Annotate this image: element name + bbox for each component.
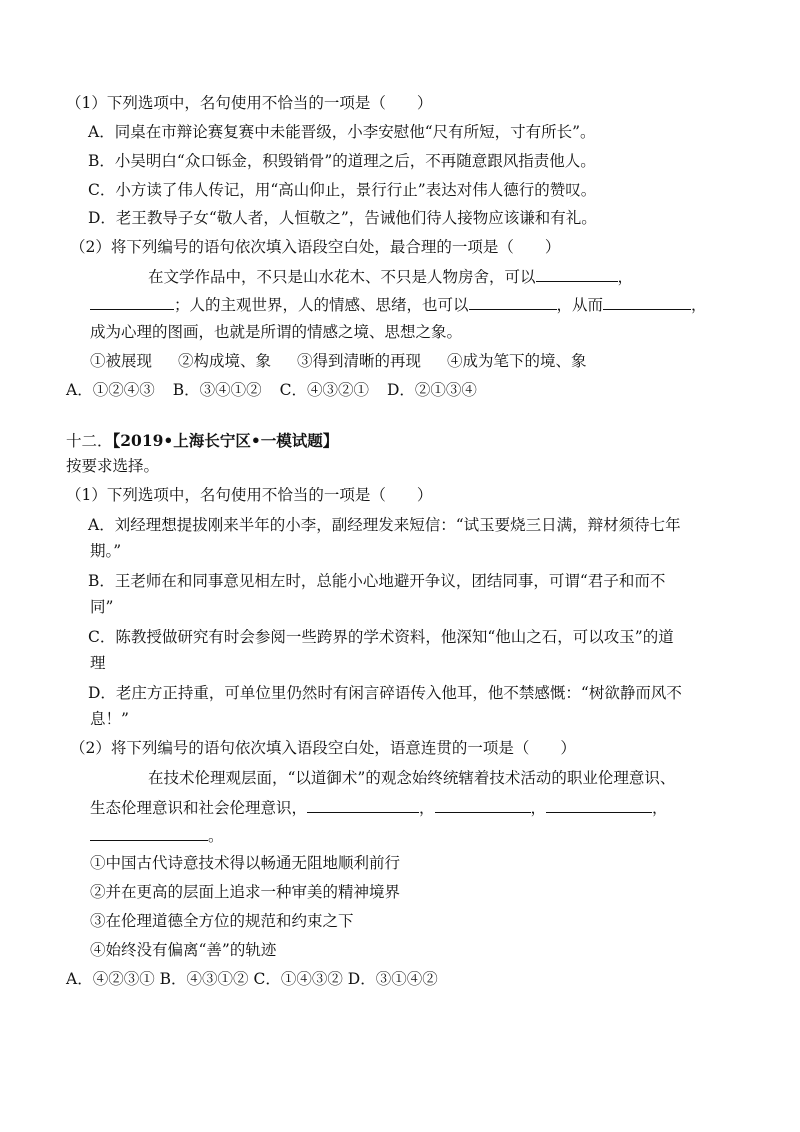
q1-part1-option-a: A．同桌在市辩论赛复赛中未能晋级，小李安慰他“尺有所短，寸有所长”。	[88, 123, 596, 141]
punctuation: ，	[419, 799, 435, 817]
q1-passage-line-3: 成为心理的图画，也就是所谓的情感之境、思想之象。	[90, 323, 463, 341]
punctuation: ，	[652, 799, 668, 817]
item-2: ②构成境、象	[178, 352, 272, 370]
q1-passage-text: ，从而	[556, 296, 604, 314]
q1-passage-text: ；人的主观世界，人的情感、思绪，也可以	[174, 296, 469, 314]
q2-option-d-line-2: 息！”	[90, 710, 129, 728]
q1-part1-option-c: C．小方读了伟人传记，用“高山仰止，景行行止”表达对伟人德行的赞叹。	[88, 181, 597, 199]
q1-part2-items	[90, 350, 587, 372]
q2-passage-text: 生态伦理意识和社会伦理意识，	[90, 799, 308, 817]
q1-part1-option-b: B．小吴明白“众口铄金，积毁销骨”的道理之后，不再随意跟风指责他人。	[88, 152, 596, 170]
answer-blank[interactable]	[307, 796, 419, 813]
q1-part1-stem: （1）下列选项中，名句使用不恰当的一项是（ ）	[66, 94, 433, 112]
punctuation: 。	[208, 827, 224, 845]
punctuation: ，	[617, 268, 634, 286]
q2-option-a-line-1: A．刘经理想提拔刚来半年的小李，副经理发来短信：“试玉要烧三日满，辩材须待七年	[88, 516, 681, 534]
q2-item-4: ④始终没有偏离“善”的轨迹	[90, 941, 277, 959]
answer-blank[interactable]	[536, 265, 618, 282]
answer-blank[interactable]	[90, 824, 208, 841]
q2-part2-answers	[66, 968, 438, 990]
q2-option-c-line-1: C．陈教授做研究有时会参阅一些跨界的学术资料，他深知“他山之石，可以攻玉”的道	[88, 628, 674, 646]
answer-c: C．①④③②	[253, 970, 343, 988]
q1-part2-answers	[66, 379, 477, 401]
answer-b: B．④③①②	[159, 970, 249, 988]
answer-blank[interactable]	[546, 796, 652, 813]
answer-blank[interactable]	[469, 293, 557, 310]
q1-part1-option-d: D．老王教导子女“敬人者，人恒敬之”，告诫他们待人接物应该谦和有礼。	[88, 209, 597, 227]
item-4: ④成为笔下的境、象	[447, 352, 587, 370]
answer-a: A．①②④③	[66, 381, 155, 399]
q2-part1-stem: （1）下列选项中，名句使用不恰当的一项是（ ）	[66, 486, 433, 504]
q2-passage-line-1: 在技术伦理观层面，“以道御术”的观念始终统辖着技术活动的职业伦理意识、	[148, 769, 676, 787]
q1-part2-stem: （2）将下列编号的语句依次填入语段空白处，最合理的一项是（ ）	[70, 238, 561, 256]
q2-option-b-line-1: B．王老师在和同事意见相左时，总能小心地避开争议，团结同事，可谓“君子和而不	[88, 572, 666, 590]
q2-option-d-line-1: D．老庄方正持重，可单位里仍然时有闲言碎语传入他耳，他不禁感慨：“树欲静而风不	[88, 684, 682, 702]
answer-blank[interactable]	[435, 796, 531, 813]
q2-option-c-line-2: 理	[90, 654, 106, 672]
punctuation: ，	[530, 799, 547, 817]
answer-d: D．②①③④	[386, 381, 477, 399]
answer-a: A．④②③①	[66, 970, 155, 988]
q2-part2-stem: （2）将下列编号的语句依次填入语段空白处，语意连贯的一项是（ ）	[70, 739, 576, 757]
q2-item-2: ②并在更高的层面上追求一种审美的精神境界	[90, 883, 401, 901]
q2-item-1: ①中国古代诗意技术得以畅通无阻地顺利前行	[90, 854, 401, 872]
answer-d: D．③①④②	[347, 970, 438, 988]
q2-heading	[66, 430, 338, 452]
item-1: ①被展现	[90, 352, 153, 370]
answer-blank[interactable]	[90, 293, 174, 310]
punctuation: ，	[691, 296, 707, 314]
q2-number: 十二．	[66, 432, 113, 450]
q2-item-3: ③在伦理道德全方位的规范和约束之下	[90, 912, 354, 930]
q2-source: 【2019•上海长宁区•一模试题】	[112, 431, 339, 450]
q2-option-b-line-2: 同”	[90, 598, 114, 616]
q2-passage-line-2	[90, 796, 668, 819]
answer-b: B．③④①②	[172, 381, 262, 399]
q2-option-a-line-2: 期。”	[90, 542, 122, 560]
q1-passage-text: 在文学作品中，不只是山水花木、不只是人物房舍，可以	[148, 268, 536, 286]
q2-passage-line-3	[90, 824, 224, 847]
answer-blank[interactable]	[603, 293, 691, 310]
q2-instruction: 按要求选择。	[66, 457, 160, 475]
item-3: ③得到清晰的再现	[297, 352, 422, 370]
q1-passage-line-1	[148, 265, 633, 288]
q1-passage-line-2	[90, 293, 707, 316]
answer-c: C．④③②①	[279, 381, 369, 399]
